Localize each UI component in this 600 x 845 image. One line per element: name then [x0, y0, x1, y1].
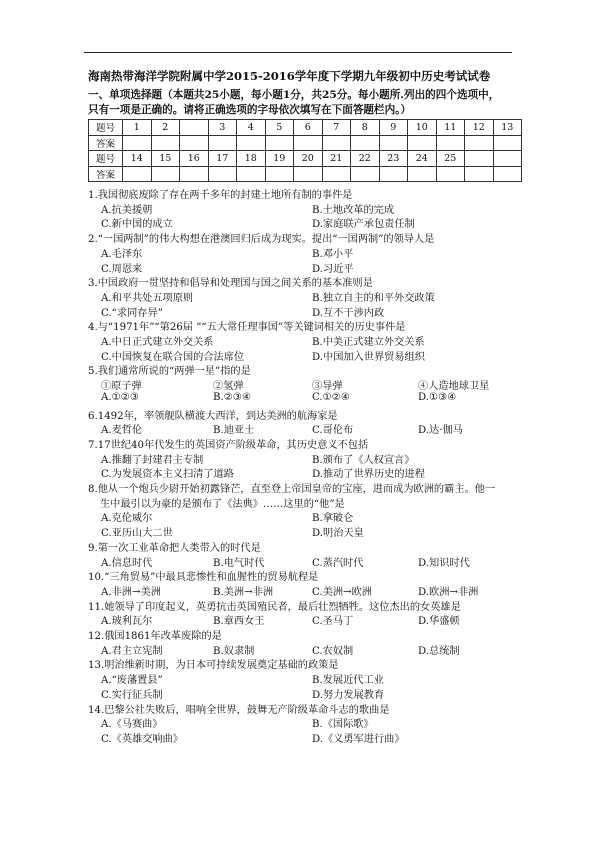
- answer-option: D.互不干涉内政: [312, 307, 385, 319]
- question-number-cell: 19: [265, 151, 294, 167]
- answer-option: C.“求同存异”: [101, 307, 163, 319]
- answer-blank-cell: [436, 166, 465, 182]
- answer-option: A.克伦威尔: [101, 513, 153, 525]
- answer-blank-cell: [408, 166, 437, 182]
- answer-option: A.非洲→美洲: [101, 586, 161, 598]
- answer-option: A.《马赛曲》: [101, 719, 163, 731]
- question-number-cell: 25: [436, 151, 465, 167]
- answer-option: D.华盛顿: [418, 616, 460, 628]
- question-number-cell: 18: [237, 151, 266, 167]
- answer-blank-cell: [493, 166, 522, 182]
- answer-option: D.达·伽马: [418, 425, 463, 437]
- answer-option: A.中日正式建立外交关系: [101, 337, 214, 348]
- question-stem: 9.第一次工业革命把人类带入的时代是: [88, 542, 261, 554]
- answer-blank-cell: [322, 166, 351, 182]
- row-label-answer: 答案: [89, 135, 123, 151]
- answer-option: A.和平共处五项原则: [101, 292, 194, 304]
- answer-option: B.迪亚士: [213, 425, 255, 437]
- answer-blank-cell: [151, 166, 180, 182]
- question-number-cell: [493, 151, 522, 167]
- answer-option: A.①②③: [101, 391, 139, 403]
- answer-option: B.土地改革的完成: [312, 204, 395, 216]
- answer-option: B.章西女王: [213, 616, 265, 628]
- answer-blank-cell: [123, 135, 152, 151]
- question-number-cell: 8: [351, 120, 380, 136]
- question-stem: 4.与“1971年”“第26届 ”“五大常任理事国”等关键词相关的历史事件是: [88, 322, 406, 334]
- question-stem: 5.我们通常所说的“两弹一星”指的是: [88, 366, 251, 378]
- question-stem: 14.巴黎公社失败后，唱响全世界，鼓舞无产阶级革命斗志的歌曲是: [88, 704, 390, 716]
- answer-blank-cell: [180, 166, 209, 182]
- answer-table-answer-row-2: [89, 166, 522, 182]
- answer-blank-cell: [465, 166, 494, 182]
- answer-option: A.毛泽东: [101, 248, 143, 260]
- question-stem: 6.1492年，率领舰队横渡大西洋，到达美洲的航海家是: [88, 410, 338, 422]
- answer-option: D.推动了世界历史的进程: [312, 469, 425, 481]
- question-number-cell: 2: [151, 120, 180, 136]
- question-sub-item: ②氢弹: [213, 381, 244, 393]
- answer-option: B.电气时代: [213, 557, 265, 569]
- answer-option: A.抗美援朝: [101, 204, 153, 216]
- answer-blank-cell: [151, 135, 180, 151]
- question-number-cell: 7: [322, 120, 351, 136]
- answer-blank-cell: [180, 135, 209, 151]
- answer-option: A.玻利瓦尔: [101, 616, 153, 628]
- question-number-cell: 13: [493, 120, 522, 136]
- question-number-cell: 15: [151, 151, 180, 167]
- question-number-cell: 12: [465, 120, 494, 136]
- question-number-cell: 22: [351, 151, 380, 167]
- question-number-cell: 10: [408, 120, 437, 136]
- question-number-cell: 5: [265, 120, 294, 136]
- question-number-cell: 1: [123, 120, 152, 136]
- row-label-question-number: 题号: [89, 151, 123, 167]
- answer-blank-cell: [436, 135, 465, 151]
- question-stem: 2.“一国两制”的伟大构想在港澳回归后成为现实。提出“一国两制”的领导人是: [88, 234, 435, 246]
- answer-option: C.中国恢复在联合国的合法席位: [101, 351, 245, 363]
- answer-option: A.君主立宪制: [101, 645, 163, 657]
- answer-option: D.知识时代: [418, 557, 470, 569]
- answer-option: D.中国加入世界贸易组织: [312, 351, 425, 363]
- section-instruction-line2: 只有一项是正确的。请将正确选项的字母依次填写在下面答题栏内。）: [88, 104, 412, 116]
- top-rule: [84, 52, 512, 53]
- question-number-cell: 20: [294, 151, 323, 167]
- answer-blank-cell: [265, 135, 294, 151]
- answer-option: B.《国际歌》: [312, 719, 374, 731]
- answer-option: D.努力发展教育: [312, 689, 385, 701]
- question-number-cell: 14: [123, 151, 152, 167]
- question-number-cell: 17: [208, 151, 237, 167]
- answer-blank-cell: [379, 166, 408, 182]
- question-number-cell: [465, 151, 494, 167]
- question-stem: 12.俄国1861年改革废除的是: [88, 631, 222, 642]
- answer-option: D.《义勇军进行曲》: [312, 733, 405, 745]
- answer-option: B.拿破仑: [312, 513, 354, 525]
- answer-option: B.邓小平: [312, 248, 354, 260]
- answer-blank-cell: [208, 166, 237, 182]
- answer-table-number-row-1: [89, 120, 522, 136]
- answer-option: D.①③④: [418, 391, 457, 403]
- answer-option: D.总统制: [418, 645, 460, 657]
- answer-option: D.欧洲→非洲: [418, 586, 479, 598]
- row-label-question-number: 题号: [89, 120, 123, 136]
- answer-option: A.麦哲伦: [101, 425, 143, 437]
- question-sub-item: ①原子弹: [101, 381, 142, 393]
- question-number-cell: 3: [208, 120, 237, 136]
- answer-option: B.中美正式建立外交关系: [312, 337, 425, 348]
- answer-option: C.蒸汽时代: [312, 557, 364, 569]
- answer-blank-cell: [465, 135, 494, 151]
- question-number-cell: 16: [180, 151, 209, 167]
- answer-option: C.亚历山大二世: [101, 528, 173, 540]
- question-number-cell: 9: [379, 120, 408, 136]
- question-sub-item: ④人造地球卫星: [418, 381, 490, 393]
- answer-blank-cell: [493, 135, 522, 151]
- answer-option: C.《英雄交响曲》: [101, 733, 183, 745]
- question-stem: 3.中国政府一贯坚持和倡导和处理国与国之间关系的基本准则是: [88, 278, 373, 290]
- answer-option: D.家庭联产承包责任制: [312, 219, 415, 231]
- answer-option: B.奴隶制: [213, 645, 255, 657]
- question-sub-item: ③导弹: [312, 381, 343, 393]
- answer-option: C.圣马丁: [312, 616, 354, 628]
- answer-blank-cell: [208, 135, 237, 151]
- answer-option: B.颁布了《人权宣言》: [312, 454, 415, 466]
- answer-blank-cell: [237, 166, 266, 182]
- exam-title: 海南热带海洋学院附属中学2015-2016学年度下学期九年级初中历史考试试卷: [88, 69, 491, 83]
- answer-blank-cell: [294, 166, 323, 182]
- answer-blank-cell: [408, 135, 437, 151]
- question-stem: 10.“三角贸易”中最具悲惨性和血腥性的贸易航程是: [88, 572, 319, 584]
- question-stem: 11.她领导了印度起义，英勇抗击英国殖民者，最后壮烈牺牲。这位杰出的女英雄是: [88, 601, 461, 613]
- answer-option: C.美洲→欧洲: [312, 586, 372, 598]
- question-number-cell: 21: [322, 151, 351, 167]
- answer-option: C.农奴制: [312, 645, 354, 657]
- question-stem: 7.17世纪40年代发生的英国资产阶级革命，其历史意义不包括: [88, 439, 369, 451]
- answer-option: B.美洲→非洲: [213, 586, 274, 598]
- answer-blank-cell: [322, 135, 351, 151]
- answer-option: D.明治天皇: [312, 528, 364, 540]
- question-number-cell: 4: [237, 120, 266, 136]
- answer-option: C.新中国的成立: [101, 219, 173, 231]
- answer-option: C.周恩来: [101, 263, 143, 275]
- answer-blank-cell: [351, 166, 380, 182]
- answer-table-number-row-2: [89, 151, 522, 167]
- answer-option: B.②③④: [213, 391, 252, 403]
- question-stem: 1.我国彻底废除了存在两千多年的封建土地所有制的事件是: [88, 190, 353, 201]
- question-stem: 13.明治维新时期，为日本可持续发展奠定基础的政策是: [88, 660, 339, 672]
- question-number-cell: 6: [294, 120, 323, 136]
- section-instruction-line1: 一、单项选择题（本题共25小题，每小题1分，共25分。每小题所.列出的四个选项中，: [88, 89, 500, 101]
- question-number-cell: 11: [436, 120, 465, 136]
- answer-option: B.发展近代工业: [312, 675, 384, 687]
- answer-blank-cell: [379, 135, 408, 151]
- answer-option: A.推翻了封建君主专制: [101, 454, 204, 466]
- answer-option: A.信息时代: [101, 557, 153, 569]
- question-number-cell: [180, 120, 209, 136]
- answer-option: D.习近平: [312, 263, 354, 275]
- answer-option: A.“废藩置县”: [101, 675, 163, 687]
- answer-option: B.独立自主的和平外交政策: [312, 292, 435, 304]
- question-number-cell: 23: [379, 151, 408, 167]
- answer-blank-cell: [265, 166, 294, 182]
- answer-option: C.哥伦布: [312, 425, 354, 437]
- answer-table: [88, 119, 522, 182]
- answer-blank-cell: [294, 135, 323, 151]
- answer-option: C.实行征兵制: [101, 689, 163, 701]
- question-stem: 8.他从一个炮兵少尉开始初露锋芒，直至登上帝国皇帝的宝座，进而成为欧洲的霸主。他一: [88, 484, 496, 495]
- question-number-cell: 24: [408, 151, 437, 167]
- question-stem-continued: 生中最引以为豪的是颁布了《法典》……这里的“他”是: [100, 498, 345, 510]
- answer-option: C.①②④: [312, 391, 351, 403]
- answer-blank-cell: [351, 135, 380, 151]
- answer-table-answer-row-1: [89, 135, 522, 151]
- row-label-answer: 答案: [89, 166, 123, 182]
- answer-blank-cell: [237, 135, 266, 151]
- answer-blank-cell: [123, 166, 152, 182]
- answer-option: C.为发展资本主义扫清了道路: [101, 469, 234, 481]
